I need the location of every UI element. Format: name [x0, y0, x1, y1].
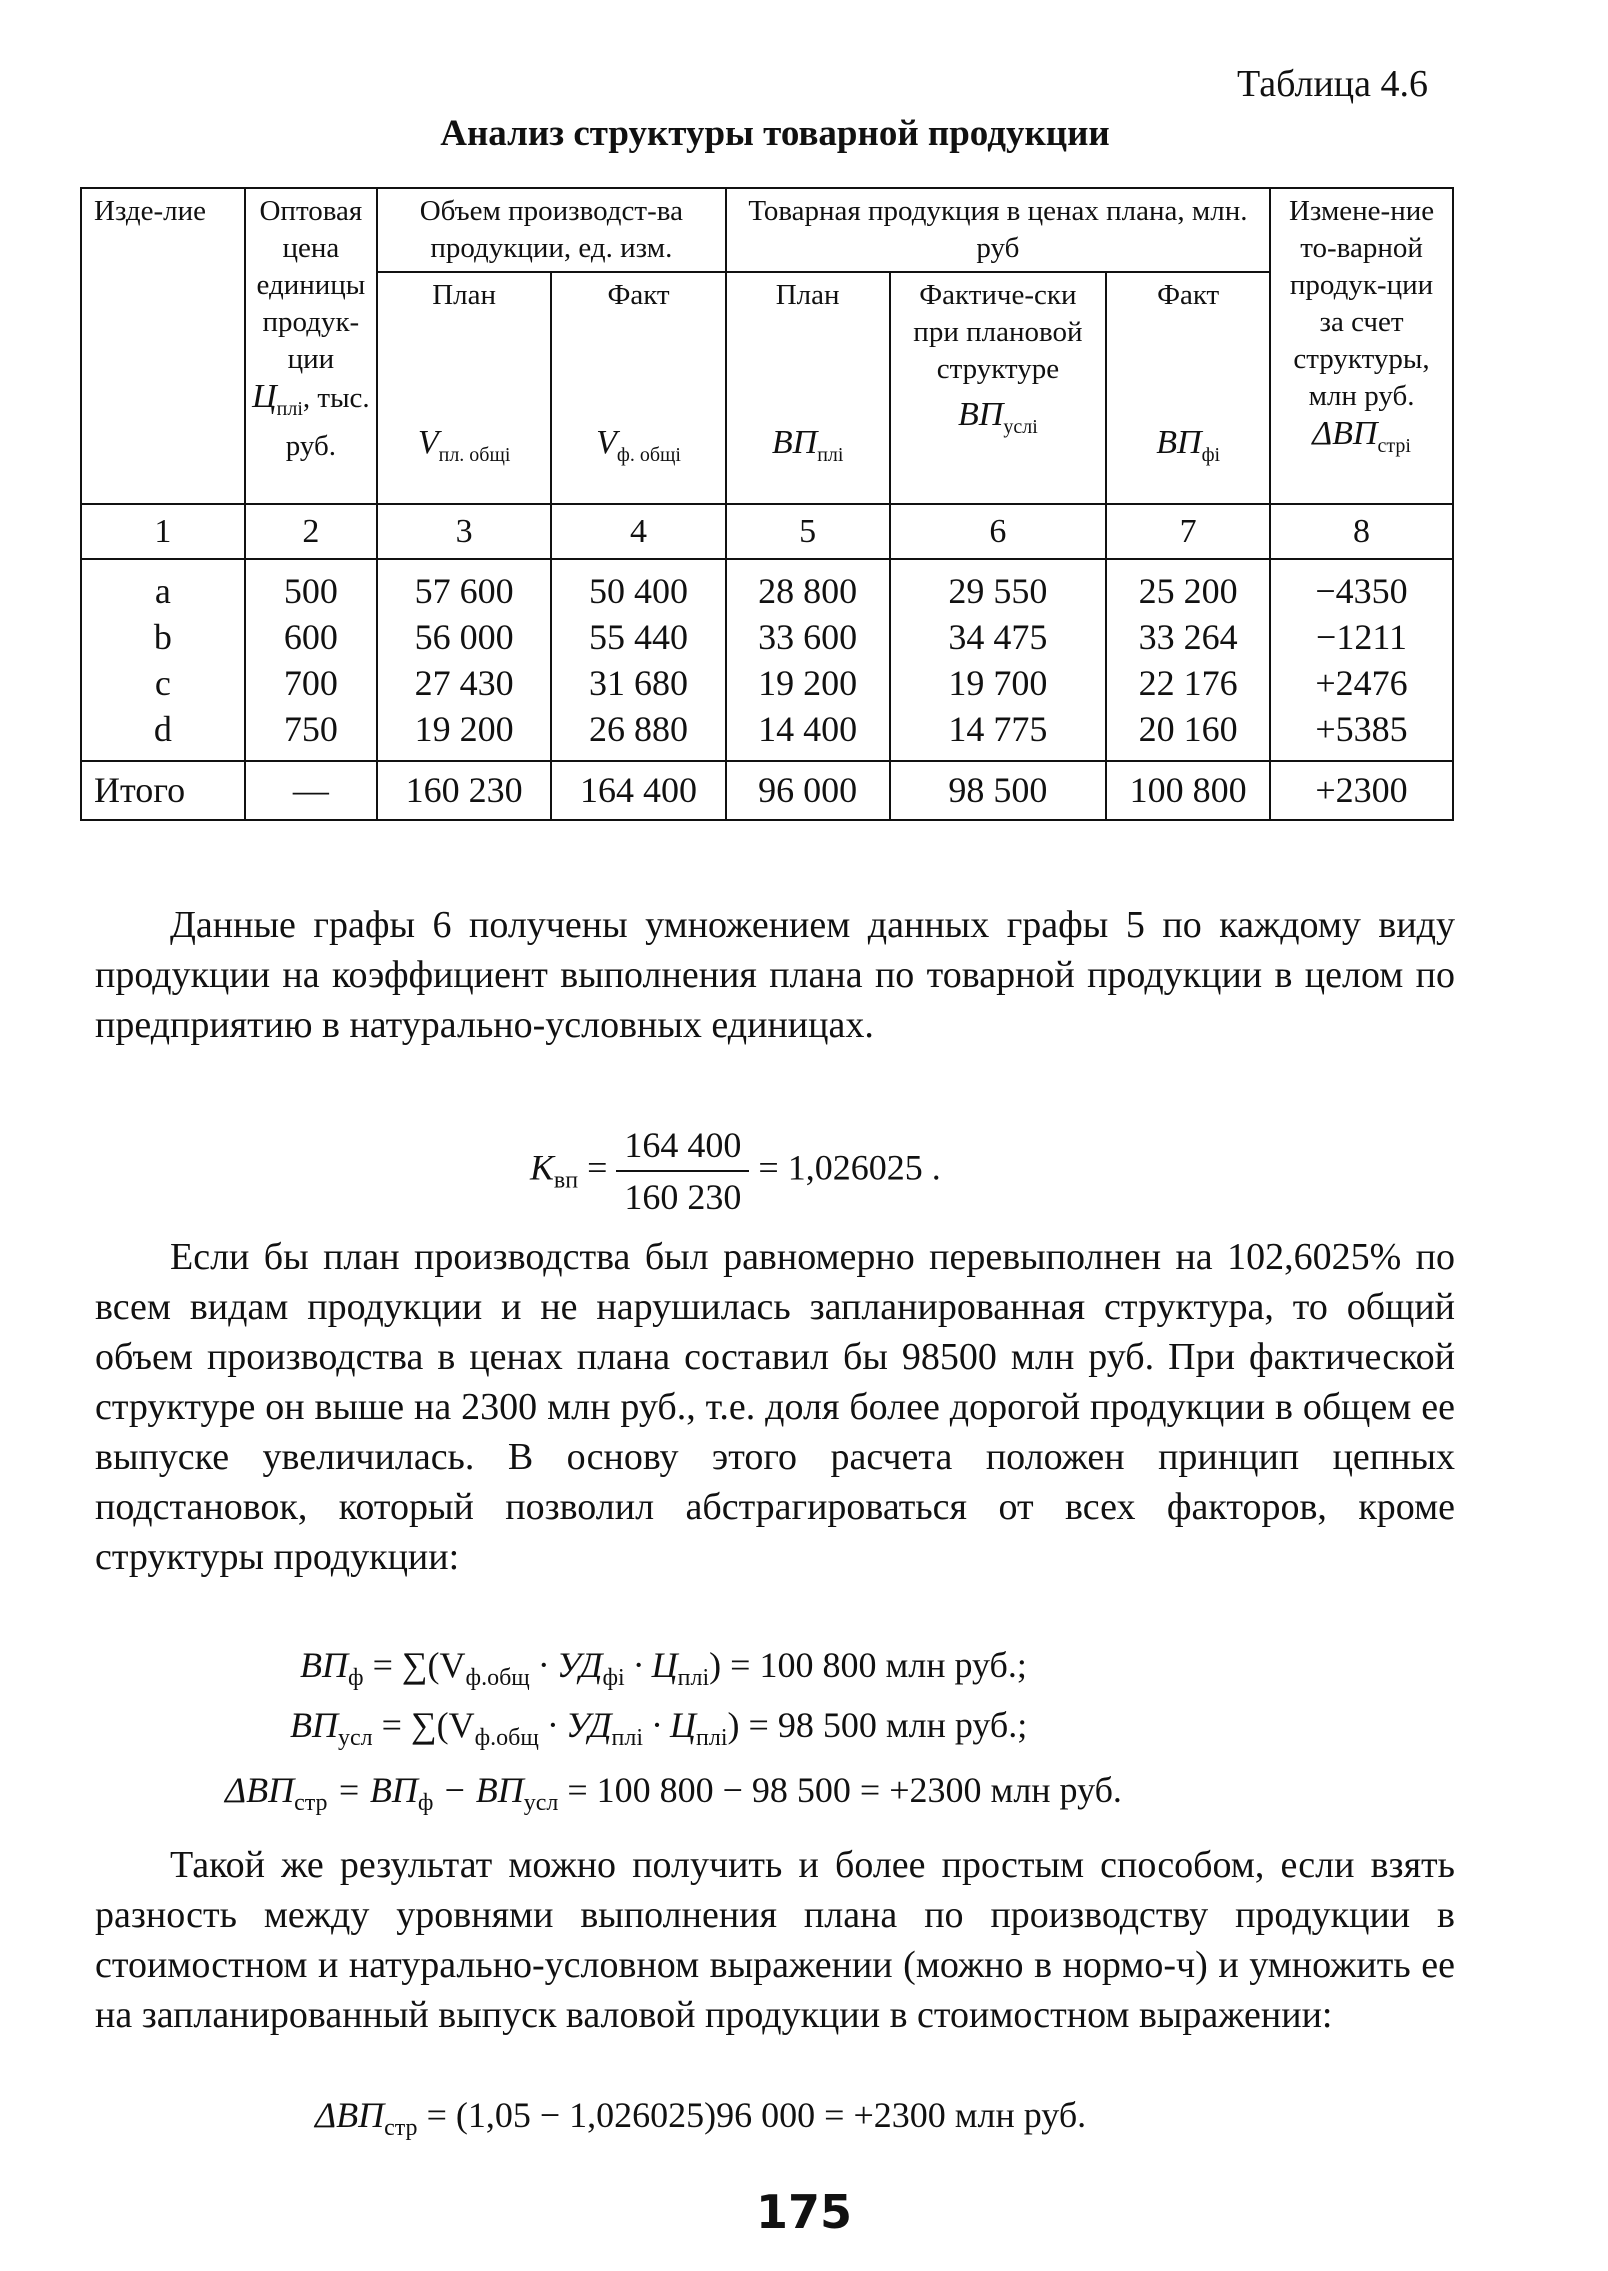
header-change: Измене-ние то-варной продук-ции за счет структуры, млн руб. $\Delta ВП_{стрi}$: [1270, 188, 1453, 504]
header-volume: Объем производст-ва продукции, ед. изм.: [377, 188, 726, 272]
total-cell: 96 000: [726, 761, 890, 820]
table-caption: Таблица 4.6: [1236, 63, 1428, 105]
data-rows: [81, 559, 1453, 761]
total-cell: —: [245, 761, 377, 820]
paragraph-2: Если бы план производства был равномерно перевыполнен на 102,6025% по всем видам продукции и не нарушилась запланированная структура, то общий объем производства в ценах плана составил бы 98500 млн руб. При фактической структуре он выше на 2300 млн руб., т.е. доля более дорогой продукции в общем ее выпуске увеличилась. В основу этого расчета положен принцип цепных подстановок, который позволил абстрагироваться от всех факторов, кроме структуры продукции:: [95, 1236, 1455, 1578]
formula-delta-vp: $\Delta ВП_{стр} = ВП_ф - ВП_{усл} = 100$ 800 − 98 500 = +2300 млн руб.: [225, 1770, 1122, 1817]
paragraph-3: Такой же результат можно получить и более простым способом, если взять разность между уровнями выполнения плана по производству продукции в стоимостном и натурально-условном выражении (можно в нормо-ч) и умножить ее на запланированный выпуск валовой продукции в стоимостном выражении:: [95, 1844, 1455, 2036]
commodity-fact-cell: 25 200 33 264 22 176 20 160: [1106, 559, 1270, 761]
column-number: 1: [81, 504, 245, 559]
header-price: Оптовая цена единицы продук-ции $Ц_{плi}$, тыс. руб.: [245, 188, 377, 504]
volume-plan-cell: 57 600 56 000 27 430 19 200: [377, 559, 551, 761]
fraction: $\frac{164 400}{160 230}$: [616, 1120, 749, 1222]
header-product: Изде-лие: [81, 188, 245, 504]
paragraph-1: Данные графы 6 получены умножением данных графы 5 по каждому виду продукции на коэффициент выполнения плана по товарной продукции в целом по предприятию в натурально-условных единицах.: [95, 904, 1455, 1046]
formula-k: $К_{вп}$ = $\frac{164 400}{160 230}$ = 1,026025 .: [530, 1120, 941, 1222]
total-cell: 160 230: [377, 761, 551, 820]
formula-delta-vp-simple: $\Delta ВП_{стр} = (1,05 - 1,026025)96$ 000 = +2300 млн руб.: [315, 2095, 1087, 2142]
structure-table: [80, 187, 1454, 821]
column-number: 3: [377, 504, 551, 559]
column-number: 6: [890, 504, 1107, 559]
commodity-plan-cell: 28 800 33 600 19 200 14 400: [726, 559, 890, 761]
column-number: 2: [245, 504, 377, 559]
change-cell: −4350 −1211 +2476 +5385: [1270, 559, 1453, 761]
commodity-fact-plan-cell: 29 550 34 475 19 700 14 775: [890, 559, 1107, 761]
column-number: 5: [726, 504, 890, 559]
product-cell: a b c d: [81, 559, 245, 761]
page-number: 175: [755, 2185, 853, 2239]
column-number: 7: [1106, 504, 1270, 559]
formula-vp-fact: $ВП_ф = \sum(V_{ф.общ} \cdot УД_{фi} \cdot Ц_{плi}) = 100$ 800 млн руб.;: [300, 1645, 1027, 1692]
total-row: [81, 761, 1453, 820]
total-label: Итого: [81, 761, 245, 820]
column-number: 8: [1270, 504, 1453, 559]
column-number: 4: [551, 504, 725, 559]
header-volume-plan: План $V_{пл. общi}$: [377, 272, 551, 504]
volume-fact-cell: 50 400 55 440 31 680 26 880: [551, 559, 725, 761]
header-commodity: Товарная продукция в ценах плана, млн. руб: [726, 188, 1270, 272]
formula-vp-cond: $ВП_{усл} = \sum(V_{ф.общ} \cdot УД_{плi} \cdot Ц_{плi}) = 98$ 500 млн руб.;: [290, 1705, 1028, 1752]
column-number-row: [81, 504, 1453, 559]
price-cell: 500 600 700 750: [245, 559, 377, 761]
header-commodity-fact-plan: Фактиче-ски при плановой структуре $ВП_{услi}$: [890, 272, 1107, 504]
header-volume-fact: Факт $V_{ф. общi}$: [551, 272, 725, 504]
total-cell: 98 500: [890, 761, 1107, 820]
total-cell: 100 800: [1106, 761, 1270, 820]
header-commodity-fact: Факт $ВП_{фi}$: [1106, 272, 1270, 504]
total-cell: +2300: [1270, 761, 1453, 820]
header-commodity-plan: План $ВП_{плi}$: [726, 272, 890, 504]
total-cell: 164 400: [551, 761, 725, 820]
table-title: Анализ структуры товарной продукции: [440, 113, 1110, 154]
